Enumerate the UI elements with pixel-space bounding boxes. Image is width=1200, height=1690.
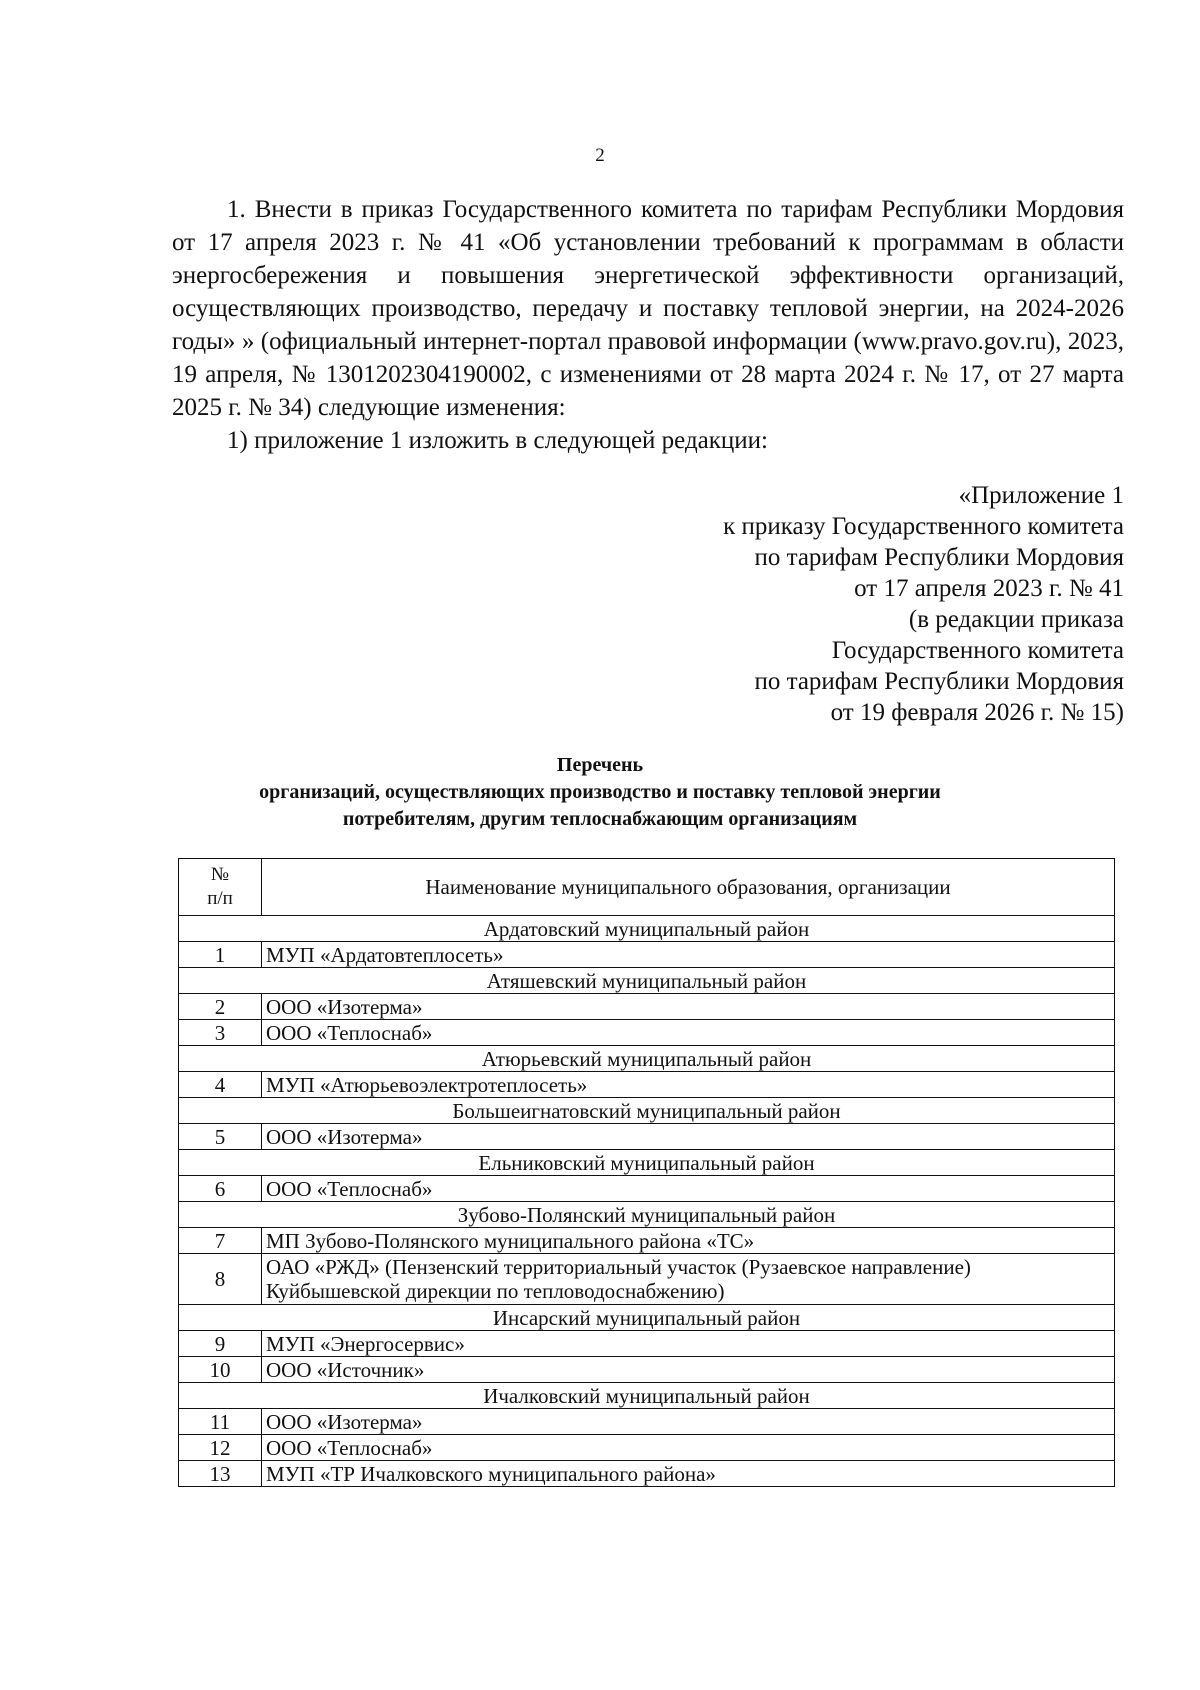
district-name: Зубово-Полянский муниципальный район [179, 1202, 1115, 1228]
row-number: 7 [179, 1228, 262, 1254]
organization-name: ООО «Изотерма» [262, 994, 1115, 1020]
table-row-district [179, 1098, 1115, 1124]
row-number: 4 [179, 1072, 262, 1098]
paragraph-appendix-instruction: 1) приложение 1 изложить в следующей редакции: [227, 427, 768, 454]
body-text [172, 193, 1124, 457]
table-row [179, 1461, 1115, 1487]
district-name: Ельниковский муниципальный район [179, 1150, 1115, 1176]
table-row-district [179, 1202, 1115, 1228]
organization-name: МУП «Энергосервис» [262, 1331, 1115, 1357]
organization-name: ООО «Изотерма» [262, 1409, 1115, 1435]
organization-name: МП Зубово-Полянского муниципального района «ТС» [262, 1228, 1115, 1254]
district-name: Ичалковский муниципальный район [179, 1383, 1115, 1409]
row-number: 12 [179, 1435, 262, 1461]
page-number: 2 [595, 145, 605, 166]
header-num-line: № [210, 864, 230, 885]
organization-name-line: ОАО «РЖД» (Пензенский территориальный участок (Рузаевское направление) [266, 1255, 971, 1279]
table-row [179, 1254, 1115, 1305]
district-name: Атяшевский муниципальный район [179, 968, 1115, 994]
organization-name-line: Куйбышевской дирекции по тепловодоснабжению) [266, 1279, 725, 1303]
table-row [179, 1228, 1115, 1254]
table-row [179, 1072, 1115, 1098]
appendix-line: по тарифам Республики Мордовия [754, 544, 1124, 571]
row-number: 9 [179, 1331, 262, 1357]
list-title [0, 752, 1200, 833]
organization-name: ООО «Источник» [262, 1357, 1115, 1383]
district-name: Инсарский муниципальный район [179, 1305, 1115, 1331]
appendix-line: к приказу Государственного комитета [723, 513, 1124, 540]
row-number: 11 [179, 1409, 262, 1435]
appendix-line: от 17 апреля 2023 г. № 41 [854, 575, 1124, 602]
list-title-line: организаций, осуществляющих производство и поставку тепловой энергии [259, 781, 941, 803]
row-number: 8 [179, 1254, 262, 1305]
table-row [179, 1124, 1115, 1150]
district-name: Ардатовский муниципальный район [179, 916, 1115, 942]
header-name: Наименование муниципального образования, организации [262, 859, 1115, 916]
table-row [179, 1331, 1115, 1357]
table-row [179, 1020, 1115, 1046]
table-row [179, 942, 1115, 968]
organization-name: ООО «Изотерма» [262, 1124, 1115, 1150]
row-number: 2 [179, 994, 262, 1020]
paragraph-amendment: 1. Внести в приказ Государственного комитета по тарифам Республики Мордовия от 17 апреля 2023 г. № 41 «Об установлении требований к программам в области энергосбережения и повышения энергетической эффективности организаций, осуществляющих производство, передачу и поставку тепловой энергии, на 2024-2026 годы» » (официальный интернет-портал правовой информации (www.pravo.gov.ru), 2023, 19 апреля, № 1301202304190002, с изменениями от 28 марта 2024 г. № 17, от 27 марта 2025 г. № 34) следующие изменения: [172, 196, 1124, 421]
appendix-line: Государственного комитета [831, 637, 1124, 664]
header-num [179, 859, 262, 916]
appendix-line: по тарифам Республики Мордовия [754, 668, 1124, 695]
table-row-district [179, 1305, 1115, 1331]
list-title-line: потребителям, другим теплоснабжающим организациям [342, 808, 858, 830]
table-row [179, 1409, 1115, 1435]
row-number: 3 [179, 1020, 262, 1046]
organization-name: МУП «Ардатовтеплосеть» [262, 942, 1115, 968]
organization-name: ООО «Теплоснаб» [262, 1176, 1115, 1202]
table-row [179, 994, 1115, 1020]
district-name: Атюрьевский муниципальный район [179, 1046, 1115, 1072]
appendix-header [723, 480, 1124, 728]
table-row-district [179, 1046, 1115, 1072]
table-row-district [179, 916, 1115, 942]
organizations-table [178, 858, 1115, 1487]
appendix-line: (в редакции приказа [908, 606, 1124, 633]
organization-name: МУП «ТР Ичалковского муниципального района» [262, 1461, 1115, 1487]
row-number: 13 [179, 1461, 262, 1487]
list-title-line: Перечень [556, 754, 644, 776]
appendix-line: от 19 февраля 2026 г. № 15) [830, 699, 1124, 726]
organization-name: ООО «Теплоснаб» [262, 1020, 1115, 1046]
row-number: 1 [179, 942, 262, 968]
table-row [179, 1435, 1115, 1461]
row-number: 6 [179, 1176, 262, 1202]
table-row [179, 1357, 1115, 1383]
table-row [179, 1176, 1115, 1202]
organization-name [262, 1254, 1115, 1305]
table-row-district [179, 968, 1115, 994]
row-number: 10 [179, 1357, 262, 1383]
header-num-line: п/п [207, 888, 233, 909]
table-header-row [179, 859, 1115, 916]
appendix-line: «Приложение 1 [958, 482, 1124, 509]
organization-name: МУП «Атюрьевоэлектротеплосеть» [262, 1072, 1115, 1098]
district-name: Большеигнатовский муниципальный район [179, 1098, 1115, 1124]
table-row-district [179, 1383, 1115, 1409]
organization-name: ООО «Теплоснаб» [262, 1435, 1115, 1461]
table-row-district [179, 1150, 1115, 1176]
row-number: 5 [179, 1124, 262, 1150]
